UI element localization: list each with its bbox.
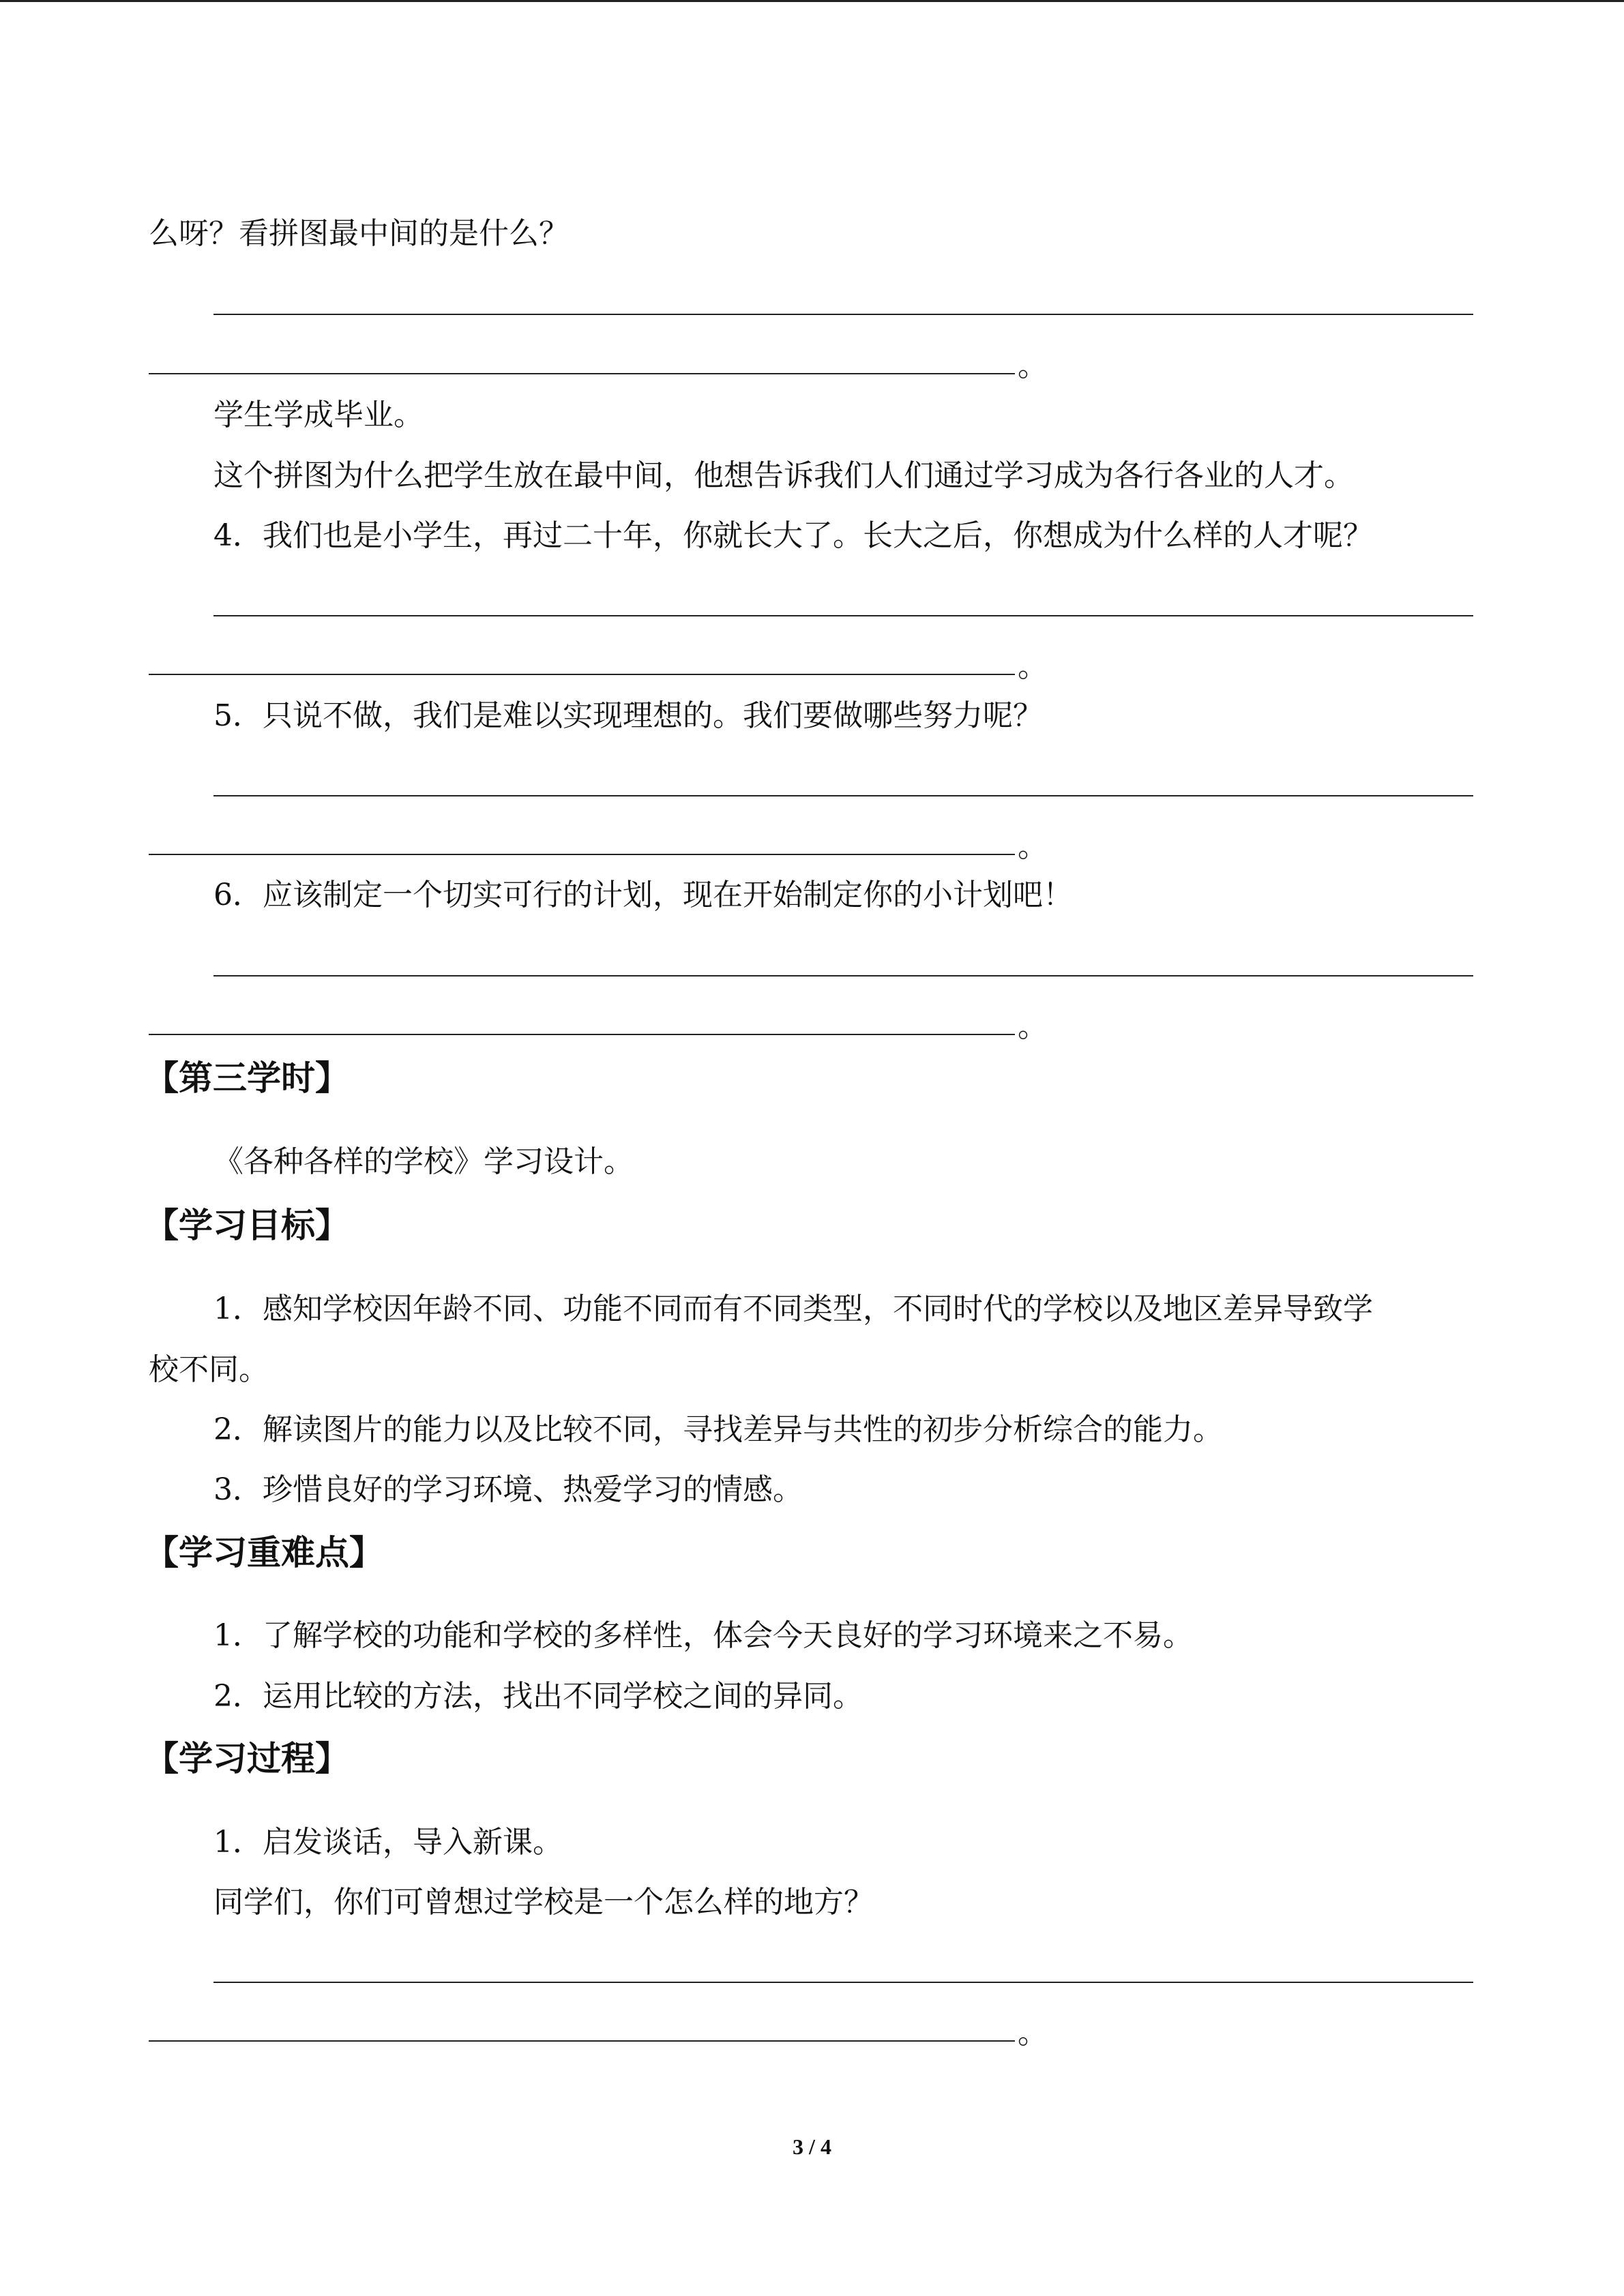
answer-line[interactable] (213, 975, 1473, 976)
goal-2: 2．解读图片的能力以及比较不同，寻找差异与共性的初步分析综合的能力。 (213, 1412, 1223, 1447)
answer-line[interactable] (213, 1982, 1473, 1983)
heading-goals: 【学习目标】 (145, 1206, 349, 1245)
heading-key-points: 【学习重难点】 (145, 1533, 383, 1572)
text-line: 《各种各样的学校》学习设计。 (213, 1144, 634, 1179)
text-line: 学生学成毕业。 (213, 398, 424, 432)
goal-1: 1．感知学校因年龄不同、功能不同而有不同类型，不同时代的学校以及地区差异导致学 (213, 1292, 1373, 1326)
goal-1-cont: 校不同。 (149, 1352, 269, 1387)
goal-3: 3．珍惜良好的学习环境、热爱学习的情感。 (213, 1472, 803, 1507)
question-5: 5．只说不做，我们是难以实现理想的。我们要做哪些努力呢？ (213, 698, 1043, 733)
process-1: 1．启发谈话，导入新课。 (213, 1825, 563, 1860)
answer-line[interactable] (213, 314, 1473, 315)
text-line: 这个拼图为什么把学生放在最中间，他想告诉我们人们通过学习成为各行各业的人才。 (213, 458, 1354, 493)
answer-line[interactable] (213, 795, 1473, 796)
period: 。 (1018, 649, 1048, 684)
answer-line[interactable] (149, 854, 1015, 855)
answer-line[interactable] (213, 615, 1473, 616)
top-border (0, 0, 1624, 2)
heading-process: 【学习过程】 (145, 1739, 349, 1778)
answer-line[interactable] (149, 2040, 1015, 2042)
key-point-1: 1．了解学校的功能和学校的多样性，体会今天良好的学习环境来之不易。 (213, 1618, 1193, 1653)
answer-line[interactable] (149, 1034, 1015, 1035)
key-point-2: 2．运用比较的方法，找出不同学校之间的异同。 (213, 1679, 863, 1714)
text-line: 同学们，你们可曾想过学校是一个怎么样的地方？ (213, 1885, 874, 1920)
answer-line[interactable] (149, 373, 1015, 374)
question-6: 6．应该制定一个切实可行的计划，现在开始制定你的小计划吧！ (213, 878, 1073, 912)
heading-lesson3: 【第三学时】 (145, 1058, 349, 1098)
text-line: 么呀？看拼图最中间的是什么？ (149, 216, 569, 251)
period: 。 (1018, 2016, 1048, 2051)
period: 。 (1018, 829, 1048, 864)
question-4: 4．我们也是小学生，再过二十年，你就长大了。长大之后，你想成为什么样的人才呢？ (213, 518, 1373, 553)
period: 。 (1018, 348, 1048, 383)
page-number: 3 / 4 (793, 2134, 831, 2159)
answer-line[interactable] (149, 674, 1015, 675)
period: 。 (1018, 1009, 1048, 1044)
